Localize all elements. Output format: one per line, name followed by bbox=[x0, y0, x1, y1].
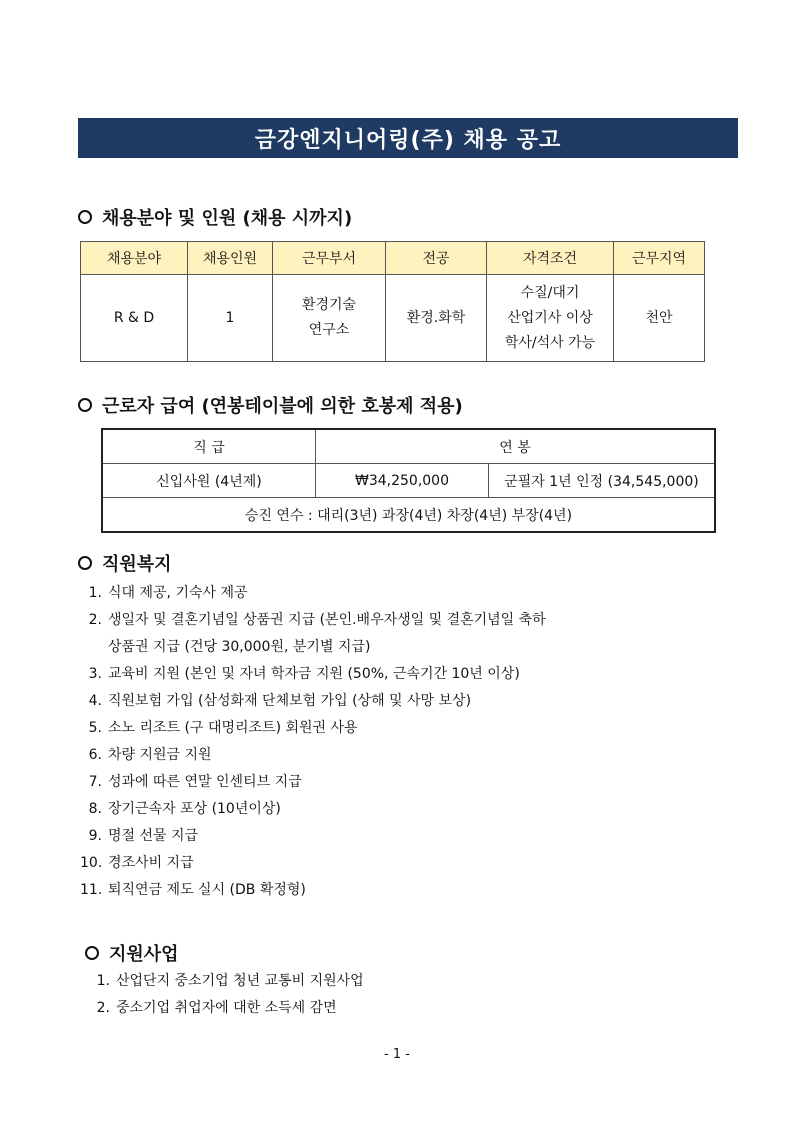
list-item: 1. 산업단지 중소기업 청년 교통비 지원사업 bbox=[96, 973, 364, 989]
support-list bbox=[88, 968, 364, 1022]
header-field: 채용분야 bbox=[81, 242, 188, 275]
promotion-row bbox=[102, 498, 715, 533]
dept-line: 연구소 bbox=[308, 322, 350, 338]
cell-major: 환경.화학 bbox=[386, 275, 487, 362]
list-item: 9. 명절 선물 지급 bbox=[88, 828, 199, 844]
list-item: 11. 퇴직연금 제도 실시 (DB 확정형) bbox=[80, 882, 306, 898]
welfare-list bbox=[80, 580, 546, 904]
salary-data-row bbox=[102, 464, 715, 498]
section-welfare-heading bbox=[78, 550, 172, 576]
recruit-data-row bbox=[81, 275, 705, 362]
list-item: 7. 성과에 따른 연말 인센티브 지급 bbox=[88, 774, 302, 790]
qual-line: 수질/대기 bbox=[520, 284, 580, 301]
cell-count: 1 bbox=[188, 275, 273, 362]
circle-bullet-icon bbox=[78, 556, 92, 570]
list-item: 5. 소노 리조트 (구 대명리조트) 회원권 사용 bbox=[88, 720, 358, 736]
cell-field: R & D bbox=[81, 275, 188, 362]
list-item: 2. 중소기업 취업자에 대한 소득세 감면 bbox=[96, 1000, 337, 1016]
section-salary-heading bbox=[78, 392, 463, 418]
recruit-header-row bbox=[81, 242, 705, 275]
header-qualification: 자격조건 bbox=[487, 242, 614, 275]
qual-line: 학사/석사 가능 bbox=[504, 334, 596, 351]
circle-bullet-icon bbox=[78, 398, 92, 412]
cell-dept bbox=[273, 275, 386, 362]
page-title: 금강엔지니어링(주) 채용 공고 bbox=[78, 118, 738, 158]
cell-qualification bbox=[487, 275, 614, 362]
section-recruit-heading bbox=[78, 204, 352, 230]
list-item: 4. 직원보험 가입 (삼성화재 단체보험 가입 (상해 및 사망 보상) bbox=[88, 693, 472, 709]
section-welfare-title: 직원복지 bbox=[102, 554, 172, 575]
list-item: 2. 생일자 및 결혼기념일 상품권 지급 (본인.배우자생일 및 결혼기념일 축하 bbox=[88, 612, 546, 628]
list-item: 3. 교육비 지원 (본인 및 자녀 학자금 지원 (50%, 근속기간 10년 이상) bbox=[88, 666, 520, 682]
cell-military: 군필자 1년 인정 (34,545,000) bbox=[489, 464, 716, 498]
list-item: 1. 식대 제공, 기숙사 제공 bbox=[88, 585, 248, 601]
header-dept: 근무부서 bbox=[273, 242, 386, 275]
dept-line: 환경기술 bbox=[301, 297, 357, 313]
page-number: - 1 - bbox=[384, 1047, 410, 1062]
header-count: 채용인원 bbox=[188, 242, 273, 275]
section-support-heading bbox=[85, 940, 179, 966]
header-region: 근무지역 bbox=[614, 242, 705, 275]
list-item: 10. 경조사비 지급 bbox=[80, 855, 194, 871]
list-item-continuation: 상품권 지급 (건당 30,000원, 분기별 지급) bbox=[108, 639, 371, 655]
header-grade: 직 급 bbox=[102, 429, 316, 464]
section-salary-title: 근로자 급여 (연봉테이블에 의한 호봉제 적용) bbox=[102, 396, 463, 417]
list-item: 6. 차량 지원금 지원 bbox=[88, 747, 212, 763]
list-item: 8. 장기근속자 포상 (10년이상) bbox=[88, 801, 281, 817]
cell-salary: ₩34,250,000 bbox=[316, 464, 489, 498]
cell-promotion: 승진 연수 : 대리(3년) 과장(4년) 차장(4년) 부장(4년) bbox=[102, 498, 715, 533]
salary-header-row bbox=[102, 429, 715, 464]
qual-line: 산업기사 이상 bbox=[507, 309, 593, 326]
circle-bullet-icon bbox=[85, 946, 99, 960]
recruit-table bbox=[80, 241, 705, 362]
section-recruit-title: 채용분야 및 인원 (채용 시까지) bbox=[102, 208, 353, 229]
circle-bullet-icon bbox=[78, 210, 92, 224]
header-salary: 연 봉 bbox=[316, 429, 716, 464]
cell-region: 천안 bbox=[614, 275, 705, 362]
salary-table bbox=[101, 428, 716, 533]
header-major: 전공 bbox=[386, 242, 487, 275]
cell-grade: 신입사원 (4년제) bbox=[102, 464, 316, 498]
section-support-title: 지원사업 bbox=[109, 944, 179, 965]
